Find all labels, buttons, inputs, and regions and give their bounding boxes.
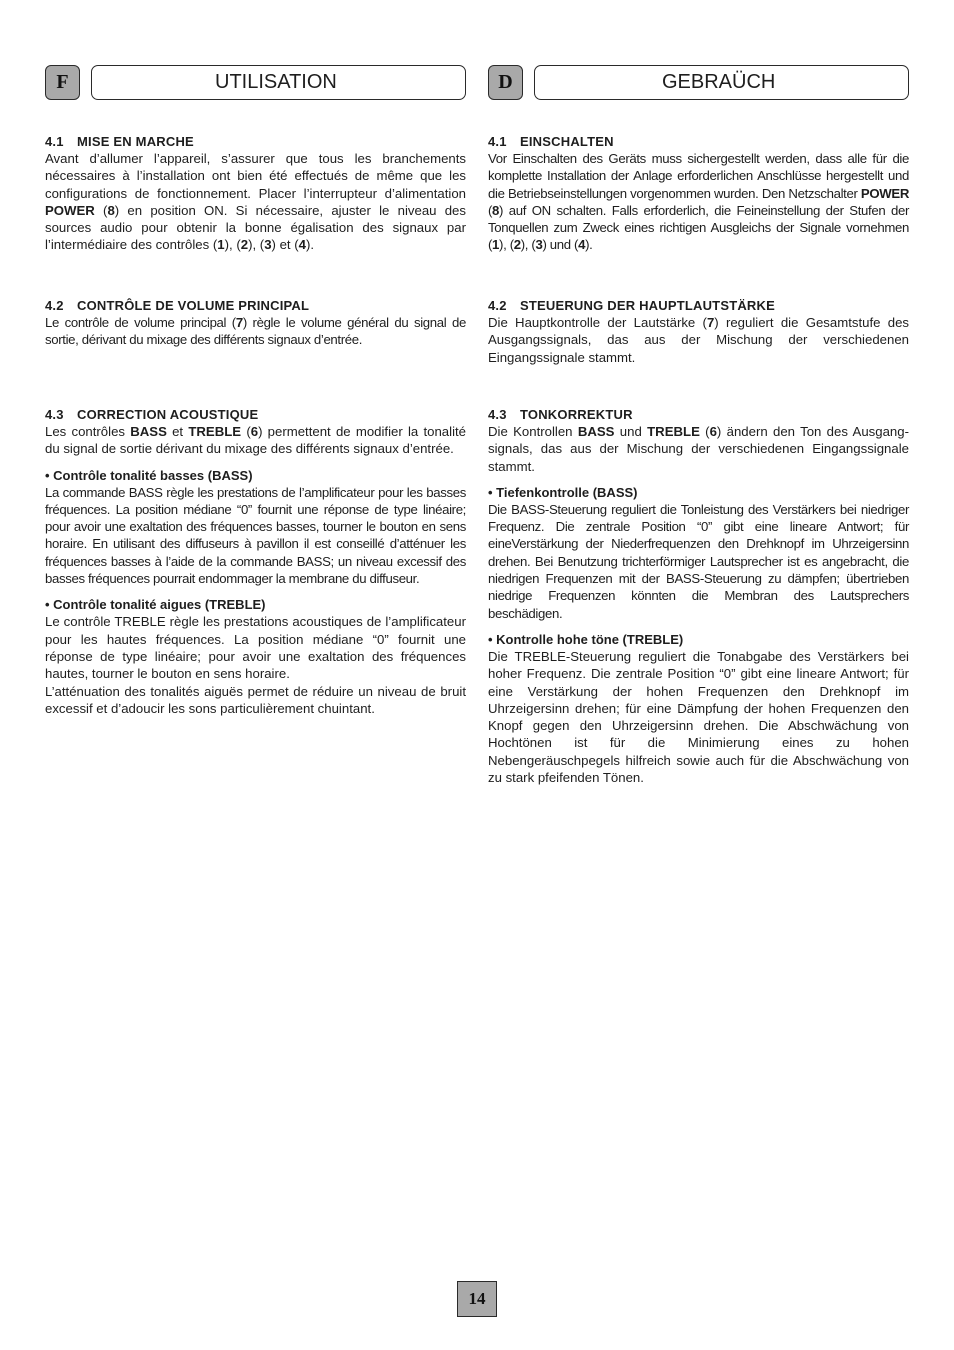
section-header <box>488 65 909 102</box>
language-badge: D <box>488 65 523 100</box>
section-body: Les contrôles BASS et TREBLE (6) permettent de modifier la tonalité du signal de sortie dérivant du mixage des différents signaux d’entrée. <box>45 424 466 457</box>
section-4-1 <box>488 133 909 254</box>
subsection-body: Le contrôle TREBLE règle les prestations acoustiques de l’amplificateur pour les hautes fréquences. La position médiane “0” fournit une réponse de type linéaire; pour avoir une exaltation des fréquences hautes, tourner le bouton en sens horaire. L’atténuation des tonalités aiguës permet de réduire un niveau de bruit excessif et d’adoucir les sons particulièrement chuintant. <box>45 614 466 716</box>
section-heading: 4.3 CORRECTION ACOUSTIQUE <box>45 407 259 422</box>
section-header <box>45 65 466 102</box>
column-french <box>45 65 466 716</box>
subsection-body: Die TREBLE-Steuerung reguliert die Tonabgabe des Verstärkers bei hoher Frequenz. Die zentrale Position “0” gibt eine lineare Antwort; für eine Verstärkung der hohen Frequenzen den Drehknopf im Uhrzeigersinn drehen; für eine Dämpfung der hohen Frequenzen den Knopf gegen den Uhrzeigersinn drehen. Die Abschwächung von Hochtönen ist für die Minimierung eines zu hohen Nebengeräuschpegels hilfreich sowie auch für die Abschwächung von zu stark pfeifenden Tönen. <box>488 648 909 786</box>
subsection-body: Die BASS-Steuerung reguliert die Tonleistung des Verstärkers bei niedriger Frequenz. Die zentrale Position “0” gibt eine lineare Antwort; für eineVerstärkung der Niederfrequenzen den Drehknopf im Uhrzeigersinn drehen. Bei Benutzung trichterförmiger Lautsprecher ist es angebracht, die niedrigen Frequenzen mit der BASS-Steuerung zu dämpfen; übertrieben niedrige Frequenzen könnten die Membran des Lautsprechers beschädigen. <box>488 501 909 621</box>
treble-subsection <box>45 596 466 717</box>
section-title-box <box>534 65 909 100</box>
section-heading: 4.2 STEUERUNG DER HAUPTLAUTSTÄRKE <box>488 298 775 313</box>
section-body: Le contrôle de volume principal (7) règle le volume général du signal de sortie, dérivant du mixage des différents signaux d’entrée. <box>45 315 466 348</box>
subsection-heading: • Kontrolle hohe töne (TREBLE) <box>488 631 684 647</box>
subsection-heading: • Contrôle tonalité basses (BASS) <box>45 467 253 483</box>
page-title: GEBRAÜCH <box>662 71 776 93</box>
page-number: 14 <box>457 1281 497 1317</box>
section-body: Die Kontrollen BASS und TREBLE (6) ändern den Ton des Ausgang-signals, das aus der Mischung der verschiedenen Eingangssignale stammt. <box>488 424 909 474</box>
column-german <box>488 65 910 786</box>
section-heading: 4.1 EINSCHALTEN <box>488 134 614 149</box>
page-title: UTILISATION <box>215 71 337 93</box>
section-4-3 <box>45 406 466 717</box>
section-heading: 4.1 MISE EN MARCHE <box>45 134 194 149</box>
subsection-body: La commande BASS règle les prestations de l’amplificateur pour les basses fréquences. La position médiane “0” fournit une réponse de type linéaire; pour avoir une exaltation des fréquences basses, tourner le bouton en sens horaire. En utilisant des diffuseurs à pavillon il est conseillé d’atténuer les fréquences basses à l’aide de la commande BASS; un niveau excessif des basses fréquences pourrait endommager la membrane du diffuseur. <box>45 484 466 587</box>
subsection-heading: • Tiefenkontrolle (BASS) <box>488 484 638 500</box>
section-4-1 <box>45 133 466 254</box>
section-heading: 4.3 TONKORREKTUR <box>488 407 633 422</box>
section-title-box <box>91 65 466 100</box>
bass-subsection <box>488 484 909 622</box>
section-4-3 <box>488 406 909 786</box>
section-body: Avant d’allumer l’appareil, s’assurer que tous les branchements nécessaires à l’installation ont bien été effectués de même que les configurations de fonctionnement. Placer l’interrupteur d’alimentation POWER (8) en position ON. Si nécessaire, ajuster le niveau des sources audio pour obtenir la bonne égalisation des signaux par l’intermédiaire des contrôles (1), (2), (3) et (4). <box>45 151 466 253</box>
section-4-2 <box>45 297 466 349</box>
subsection-heading: • Contrôle tonalité aigues (TREBLE) <box>45 597 266 613</box>
section-body: Die Hauptkontrolle der Lautstärke (7) reguliert die Gesamtstufe des Ausgangssignals, das aus der Mischung der verschiedenen Eingangssignale stammt. <box>488 315 910 365</box>
treble-subsection <box>488 631 909 786</box>
section-heading: 4.2 CONTRÔLE DE VOLUME PRINCIPAL <box>45 298 310 313</box>
section-body: Vor Einschalten des Geräts muss sichergestellt werden, dass alle für die komplette Installation der Anlage erforderlichen Anschlüsse hergestellt und die Betriebseinstellungen vorgenommen wurden. Den Netzschalter POWER (8) auf ON schalten. Falls erforderlich, die Feineinstellung der Stufen der Tonquellen zum Zweck eines richtigen Ausgleichs der Signale vornehmen (1), (2), (3) und (4). <box>488 151 909 253</box>
bass-subsection <box>45 467 466 588</box>
language-badge: F <box>45 65 80 100</box>
section-4-2 <box>488 297 909 366</box>
